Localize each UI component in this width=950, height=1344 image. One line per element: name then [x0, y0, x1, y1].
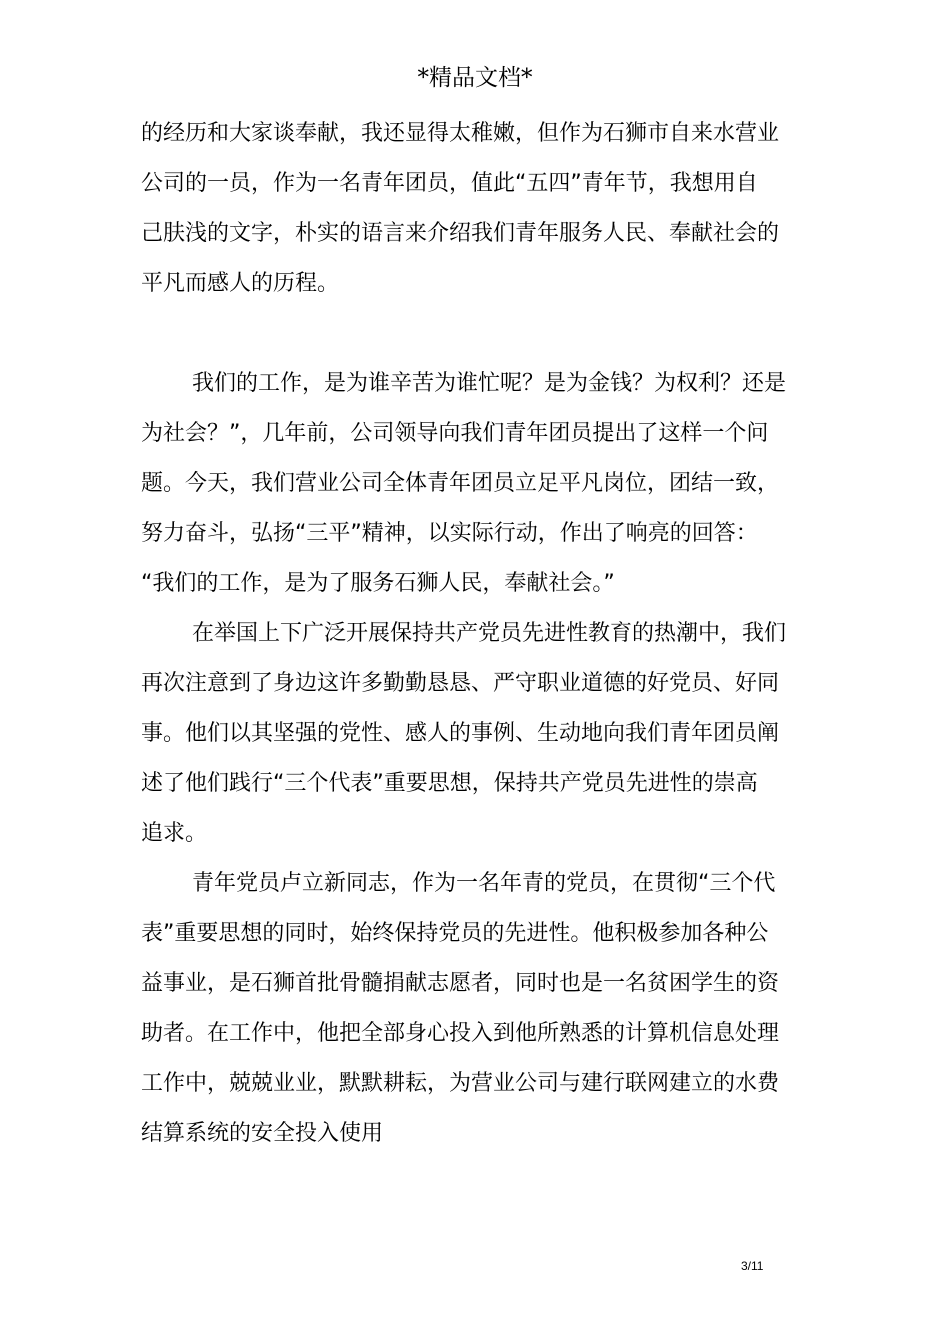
text-line: 结算系统的安全投入使用	[141, 1121, 384, 1146]
page-number: 3/11	[741, 1259, 764, 1273]
text-line: 己肤浅的文字，朴实的语言来介绍我们青年服务人民、奉献社会的	[141, 221, 780, 246]
text-line: “我们的工作，是为了服务石狮人民，奉献社会。”	[141, 571, 615, 596]
text-line: 追求。	[141, 821, 208, 846]
text-line: 事。他们以其坚强的党性、感人的事例、生动地向我们青年团员阐	[141, 721, 780, 746]
paragraph	[141, 359, 831, 609]
page-header-title: *精品文档*	[417, 65, 533, 91]
text-line: 助者。在工作中，他把全部身心投入到他所熟悉的计算机信息处理	[141, 1021, 780, 1046]
paragraph	[141, 609, 831, 859]
text-line: 努力奋斗，弘扬“三平”精神，以实际行动，作出了响亮的回答：	[141, 521, 758, 546]
text-line: 为社会？”，几年前，公司领导向我们青年团员提出了这样一个问	[141, 421, 769, 446]
text-line: 工作中，兢兢业业，默默耕耘，为营业公司与建行联网建立的水费	[141, 1071, 780, 1096]
text-line: 公司的一员，作为一名青年团员，值此“五四”青年节，我想用自	[141, 171, 758, 196]
text-line: 的经历和大家谈奉献，我还显得太稚嫩，但作为石狮市自来水营业	[141, 121, 780, 146]
text-line: 再次注意到了身边这许多勤勤恳恳、严守职业道德的好党员、好同	[141, 671, 780, 696]
text-line: 青年党员卢立新同志，作为一名年青的党员，在贯彻“三个代	[192, 871, 776, 896]
paragraph-spacer	[141, 309, 831, 359]
text-line: 我们的工作，是为谁辛苦为谁忙呢？是为金钱？为权利？还是	[192, 371, 787, 396]
document-body	[141, 109, 831, 1159]
text-line: 平凡而感人的历程。	[141, 271, 340, 296]
paragraph	[141, 859, 831, 1159]
text-line: 在举国上下广泛开展保持共产党员先进性教育的热潮中，我们	[192, 621, 787, 646]
paragraph	[141, 109, 831, 309]
text-line: 题。今天，我们营业公司全体青年团员立足平凡岗位，团结一致，	[141, 471, 780, 496]
text-line: 表”重要思想的同时，始终保持党员的先进性。他积极参加各种公	[141, 921, 769, 946]
text-line: 益事业，是石狮首批骨髓捐献志愿者，同时也是一名贫困学生的资	[141, 971, 780, 996]
text-line: 述了他们践行“三个代表”重要思想，保持共产党员先进性的崇高	[141, 771, 758, 796]
